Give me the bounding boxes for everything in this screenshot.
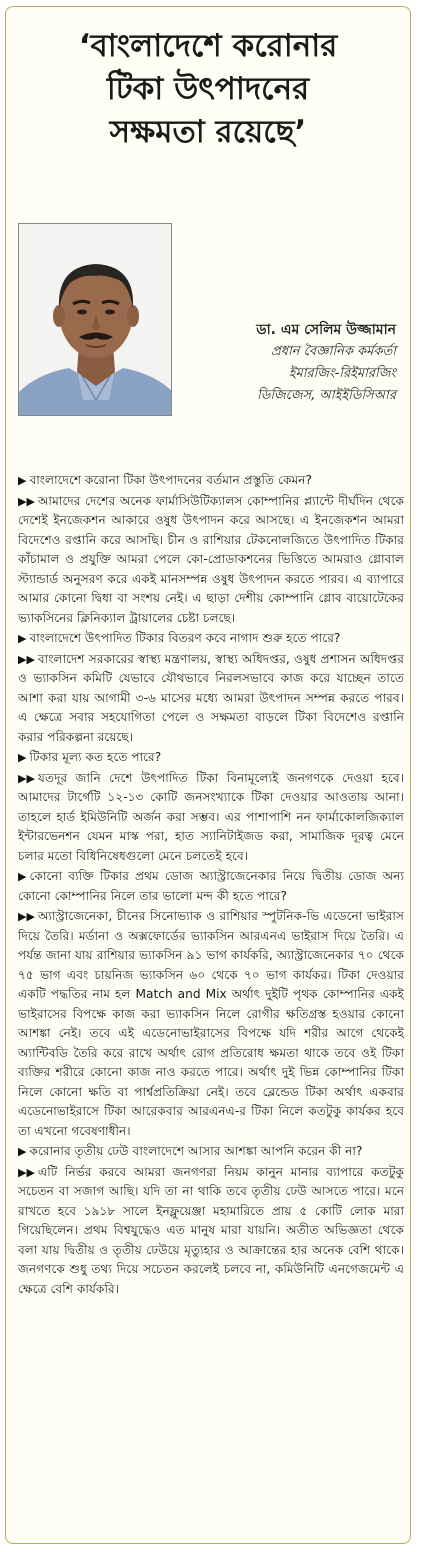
- headline: [16, 25, 400, 154]
- double-triangle-right-icon: ▶▶: [18, 910, 35, 923]
- question-paragraph: ▶ বাংলাদেশে উৎপাদিত টিকার বিতরণ কবে নাগাদ শুরু হতে পারে?: [18, 629, 404, 649]
- question-paragraph: ▶ বাংলাদেশে করোনা টিকা উৎপাদনের বর্তমান প্রস্তুতি কেমন?: [18, 471, 404, 491]
- author-role: ডিজিজেস, আইইডিসিআর: [257, 388, 396, 403]
- triangle-right-icon: ▶: [18, 474, 27, 487]
- headline-line: সক্ষমতা রয়েছে’: [109, 114, 307, 150]
- question-paragraph: ▶ টিকার মূল্য কত হতে পারে?: [18, 748, 404, 768]
- article-body: [18, 471, 404, 1300]
- answer-paragraph: ▶▶ যতদূর জানি দেশে উৎপাদিত টিকা বিনামূল্যেই জনগণকে দেওয়া হবে। আমাদের টার্গেটি ১২-১৩ কোটি জনসংখ্যাকে টিকা দেওয়ার আওতায় আনা। তাহলে হার্ড ইমিউনিটি অর্জন করা সম্ভব। এর পাশাপাশি নন ফার্মাকোলজিক্যাল ইন্টারভেনশন যেমন মাস্ক পরা, হাত স্যানিটাইজড করা, সামাজিক দূরত্ব মেনে চলার মতো বিধিনিষেধগুলো মেনে চলতেই হবে।: [18, 770, 404, 863]
- triangle-right-icon: ▶: [18, 1145, 27, 1158]
- question-paragraph: ▶ কোনো ব্যক্তি টিকার প্রথম ডোজ অ্যাস্ট্রাজেনেকার নিয়ে দ্বিতীয় ডোজ অন্য কোনো কোম্পানির নিলে তার ভালো মন্দ কী হতে পারে?: [18, 869, 404, 903]
- triangle-right-icon: ▶: [18, 751, 27, 764]
- author-byline: [256, 319, 396, 407]
- answer-paragraph: ▶▶ অ্যাস্ট্রাজেনেকা, চীনের সিনোভ্যাক ও রাশিয়ার স্পুটনিক-ভি এডেনো ভাইরাস দিয়ে তৈরি। মর্ডানা ও অক্সফোর্ডের ভ্যাকসিন আরএনএ ভাইরাস দিয়ে তৈরি। এ পর্যন্ত জানা যায় রাশিয়ার ভ্যাকসিন ৯১ ভাগ কার্যকরি, অ্যাস্ট্রাজেনেকার ৭০ থেকে ৭৫ ভাগ এবং চায়নিজ ভ্যাকসিন ৬০ থেকে ৭০ ভাগ কার্যকর। টিকা দেওয়ার একটি পদ্ধতির নাম হল Match and Mix অর্থাৎ দুইটি পৃথক কোম্পানির একই ভাইরাসের বিপক্ষে কাজ করা ভ্যাকসিন নিলে রোগীর ক্ষতিগ্রস্ত হওয়ার কোনো আশঙ্কা নেই। তবে এই এডেনোভাইরাসের বিপক্ষে যদি শরীর আগে থেকেই অ্যান্টিবডি তৈরি করে রাখে অর্থাৎ রোগ প্রতিরোধ ক্ষমতা থাকে তবে ওই টিকা ব্যক্তির শরীরে কোনো কাজ নাও করতে পারে। অর্থাৎ দুই ভিন্ন কোম্পানির টিকা নিলে কোনো ক্ষতি বা পার্শ্বপ্রতিক্রিয়া নেই। তবে ব্লেন্ডেড টিকা অর্থাৎ একবার এডেনোভাইরাসে টিকা আরেকবার আরএনএ-র টিকা নিলে কতটুকু কার্যকর হবে তা এখনো গবেষণাধীন।: [18, 909, 404, 1138]
- double-triangle-right-icon: ▶▶: [18, 1165, 35, 1179]
- author-profile: [18, 223, 400, 423]
- article-card: [5, 6, 411, 1544]
- question-paragraph: ▶ করোনার তৃতীয় ঢেউ বাংলাদেশে আসার আশঙ্কা আপনি করেন কী না?: [18, 1142, 404, 1162]
- answer-paragraph: ▶▶ আমাদের দেশের অনেক ফার্মাসিউটিক্যালস কোম্পানির প্ল্যান্টে দীর্ঘদিন থেকে দেশেই ইনজেকশন আকারে ওষুধ উৎপাদন করে আসছে। এ ইনজেকশন আমরা বিদেশেও রপ্তানি করে আসছি। চীন ও রাশিয়ার টেকনোলজিতে উৎপাদিত টিকার কাঁচামাল ও প্রযুক্তি আমরা পেলে কো-প্রোডাকশনের ভিত্তিতে আমরাও গ্লোবাল স্ট্যান্ডার্ড অনুসরণ করে একই মানসম্পন্ন ওষুধ উৎপাদন করতে পারব। এ ব্যাপারে আমার কোনো দ্বিধা বা সংশয় নেই। এ ছাড়া দেশীয় কোম্পানি গ্লোব বায়োটেকের ভ্যাকসিনের ক্লিনিক্যাল ট্রায়ালের চেষ্টা চলছে।: [18, 493, 404, 625]
- answer-paragraph: ▶▶ বাংলাদেশ সরকারের স্বাস্থ্য মন্ত্রণালয়, স্বাস্থ্য অধিদপ্তর, ওষুধ প্রশাসন অধিদপ্তর ও ভ্যাকসিন কমিটি যেভাবে যৌথভাবে নিরলসভাবে কাজ করে যাচ্ছেন তাতে আশা করা যায় আগামী ৩-৬ মাসের মধ্যে আমরা উৎপাদন সম্পন্ন করতে পারব। এ ক্ষেত্রে সবার সহযোগিতা পেলে ও সক্ষমতা বাড়লে টিকা বিদেশেও রপ্তানি করার পরিকল্পনা রয়েছে।: [18, 651, 404, 744]
- triangle-right-icon: ▶: [18, 632, 27, 645]
- author-role: প্রধান বৈজ্ঞানিক কর্মকর্তা: [271, 344, 396, 359]
- double-triangle-right-icon: ▶▶: [18, 652, 35, 666]
- author-portrait-image: [19, 224, 172, 416]
- answer-paragraph: ▶▶ এটি নির্ভর করবে আমরা জনগণরা নিয়ম কানুন মানার ব্যাপারে কতটুকু সচেতন বা সজাগ আছি। যদি তা না থাকি তবে তৃতীয় ঢেউ আসতে পারে। মনে রাখতে হবে ১৯১৮ সালে ইনফ্লুয়েঞ্জা মহামারিতে প্রায় ৫ কোটি লোক মারা গিয়েছিলেন। প্রথম বিশ্বযুদ্ধেও এত মানুষ মারা যায়নি। অতীত অভিজ্ঞতা থেকে বলা যায় দ্বিতীয় ও তৃতীয় ঢেউয়ে মৃত্যুহার ও আক্রান্তের হার অনেক বেশি থাকে। জনগণকে শুধু তথ্য দিয়ে সচেতন করলেই চলবে না, কমিউনিটি এনগেজমেন্ট এ ক্ষেত্রে বেশি কার্যকরি।: [18, 1164, 404, 1296]
- author-photo: [18, 223, 172, 416]
- headline-line: ‘বাংলাদেশে করোনার: [78, 28, 338, 64]
- author-role: ইমারজিং-রিইমারজিং: [288, 366, 396, 381]
- triangle-right-icon: ▶: [18, 870, 27, 883]
- headline-line: টিকা উৎপাদনের: [106, 71, 310, 107]
- double-triangle-right-icon: ▶▶: [18, 494, 35, 508]
- author-name: ডা. এম সেলিম উজ্জামান: [256, 322, 396, 338]
- double-triangle-right-icon: ▶▶: [18, 771, 35, 785]
